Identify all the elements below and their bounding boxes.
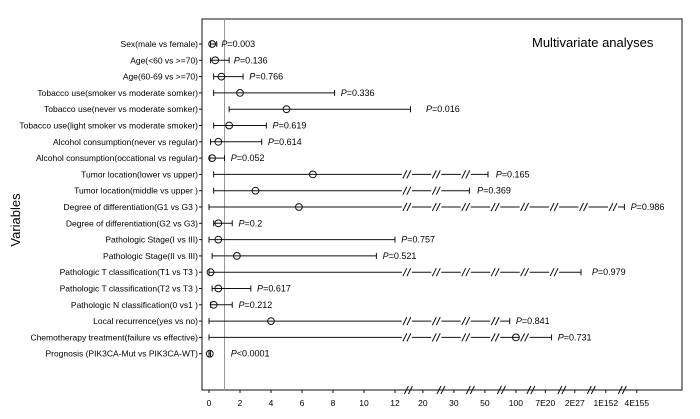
p-value-label: P=0.614 [267,136,302,147]
ci-break-gap [431,319,441,323]
ci-break-gap [520,205,530,209]
x-tick-label: 50 [480,398,490,408]
forest-row [81,169,529,179]
ci-break-gap [608,205,618,209]
p-value-label: P=0.336 [340,87,375,98]
p-value-label: P=0.841 [515,316,550,327]
forest-row [64,202,665,212]
forest-row [53,137,302,147]
forest-row [121,39,256,49]
y-axis-label: Variables [8,193,23,247]
row-label: Pathologic T classification(T1 vs T3 ) [59,267,198,278]
forest-row [74,186,511,196]
forest-row [66,218,262,228]
ci-break-gap [461,335,471,339]
ci-break-gap [579,205,589,209]
p-value-label: P=0.757 [401,234,435,245]
ci-break-gap [461,319,471,323]
ci-break-gap [402,270,412,274]
forest-row [130,55,267,65]
row-label: Tobacco use(never vs moderate somker) [43,104,198,115]
p-value-label: P=0.2 [238,218,263,229]
ci-break-gap [431,270,441,274]
chart-title: Multivariate analyses [532,35,654,50]
ci-break-gap [431,335,441,339]
row-label: Alcohol consumption(never vs regular) [52,136,198,147]
forest-row [19,121,306,131]
ci-break-gap [402,189,412,193]
row-label: Local recurrence(yes vs no) [93,316,198,327]
p-value-label: P=0.212 [238,299,273,310]
row-label: Alcohol consumption(occational vs regular) [35,153,198,164]
row-label: Prognosis (PIK3CA-Mut vs PIK3CA-WT) [45,348,198,359]
forest-row [123,72,283,82]
forest-row [71,300,272,310]
forest-row [60,267,626,277]
x-tick-label: 7E20 [535,398,556,408]
row-label: Tumor location(lower vs upper) [81,169,198,180]
x-tick-label: 10 [359,398,369,408]
ci-break-gap [402,335,412,339]
forest-row [30,332,591,342]
x-tick-label: 8 [330,398,336,408]
p-value-label: P=0.165 [495,169,530,180]
ci-break-gap [402,205,412,209]
row-label: Degree of differentiation(G2 vs G3) [65,218,198,229]
row-label: Degree of differentiation(G1 vs G3 ) [63,202,198,212]
p-value-label: P<0.0001 [230,348,270,359]
p-value-label: P=0.731 [557,332,592,343]
x-tick-label: 100 [508,398,523,408]
forest-row [37,88,374,98]
x-tick-label: 6 [299,398,305,408]
forest-row [105,235,435,245]
forest-row [103,251,416,261]
p-value-label: P=0.003 [221,39,256,49]
row-label: Age(60-69 vs >=70) [122,71,198,82]
ci-break-gap [490,270,500,274]
forest-row [93,316,550,326]
x-tick-label: 4 [268,398,274,408]
p-value-label: P=0.617 [257,283,291,294]
p-value-label: P=0.986 [630,202,665,212]
ci-break-gap [549,270,559,274]
ci-break-gap [431,189,441,193]
row-label: Tumor location(middle vs upper ) [74,185,198,196]
p-value-label: P=0.052 [230,153,265,164]
p-value-label: P=0.619 [272,120,307,131]
x-tick-label: 0 [206,398,212,408]
forest-row [60,284,291,294]
ci-break-gap [431,205,441,209]
forest-row [45,349,269,359]
p-value-label: P=0.766 [249,71,284,82]
x-tick-label: 20 [418,398,428,408]
row-label: Tobacco use(light smoker vs moderate smoker) [19,120,198,131]
ci-break-gap [490,335,500,339]
x-tick-label: 1E152 [593,398,619,408]
ci-break-gap [520,335,530,339]
x-tick-label: 4E155 [624,398,650,408]
x-tick-label: 2E27 [564,398,585,408]
ci-break-gap [461,205,471,209]
ci-break-gap [490,205,500,209]
p-value-label: P=0.521 [382,250,417,261]
ci-break-gap [549,205,559,209]
p-value-label: P=0.979 [591,267,626,278]
row-label: Tobacco use(smoker vs moderate somker) [37,87,198,98]
ci-break-gap [402,172,412,176]
x-tick-label: 2 [237,398,243,408]
ci-break-gap [431,172,441,176]
ci-break-gap [490,319,500,323]
x-tick-label: 12 [390,398,400,408]
p-value-label: P=0.369 [477,185,511,196]
row-label: Pathologic Stage(II vs III) [103,250,198,261]
ci-break-gap [402,319,412,323]
forest-row [44,104,460,114]
row-label: Pathologic N classification(0 vs1 ) [70,299,198,310]
row-label: Pathologic T classification(T2 vs T3 ) [59,283,198,294]
row-label: Age(<60 vs >=70) [130,55,198,66]
p-value-label: P=0.016 [426,104,460,115]
row-label: Pathologic Stage(I vs III) [105,234,198,245]
row-label: Sex(male vs female) [120,39,198,49]
p-value-label: P=0.136 [233,55,268,66]
ci-break-gap [461,270,471,274]
row-label: Chemotherapy treatment(failure vs effective) [30,332,198,343]
ci-break-gap [461,172,471,176]
x-tick-label: 30 [449,398,459,408]
ci-break-gap [520,270,530,274]
forest-row [36,153,265,163]
